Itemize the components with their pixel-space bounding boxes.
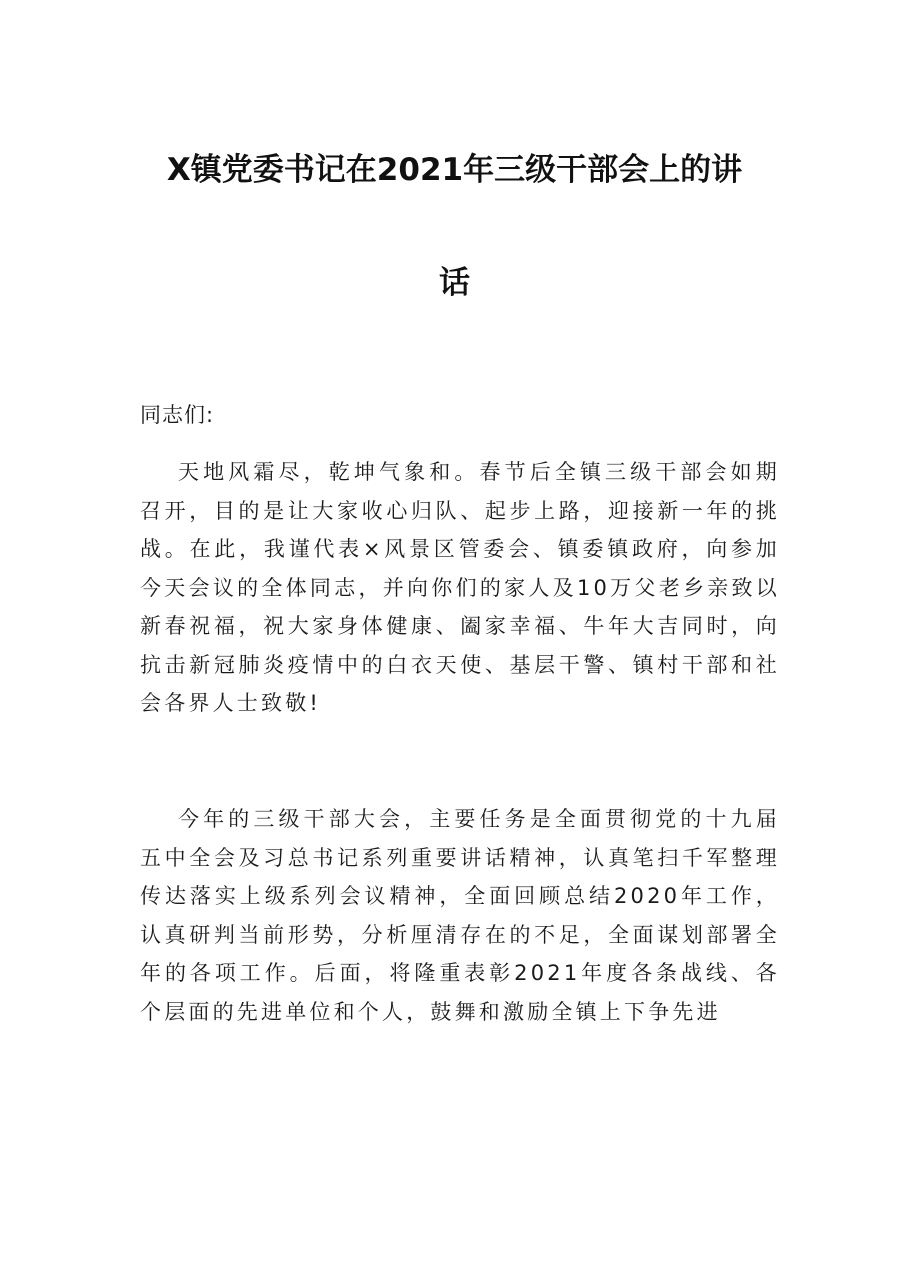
document-title-line-2: 话 xyxy=(439,265,470,301)
paragraph-2: 今年的三级干部大会，主要任务是全面贯彻党的十九届五中全会及习总书记系列重要讲话精神，认真笔扫千军整理传达落实上级系列会议精神，全面回顾总结2020年工作，认真研判当前形势，分析厘清存在的不足，全面谋划部署全年的各项工作。后面，将隆重表彰2021年度各条战线、各个层面的先进单位和个人，鼓舞和激励全镇上下争先进 xyxy=(140,807,780,1024)
paragraph-1: 天地风霜尽，乾坤气象和。春节后全镇三级干部会如期召开，目的是让大家收心归队、起步上路，迎接新一年的挑战。在此，我谨代表×风景区管委会、镇委镇政府，向参加今天会议的全体同志，并向你们的家人及10万父老乡亲致以新春祝福，祝大家身体健康、阖家幸福、牛年大吉同时，向抗击新冠肺炎疫情中的白衣天使、基层干警、镇村干部和社会各界人士致敬! xyxy=(140,460,780,715)
document-title-line-1: X镇党委书记在2021年三级干部会上的讲 xyxy=(166,152,743,188)
salutation: 同志们: xyxy=(140,403,215,427)
